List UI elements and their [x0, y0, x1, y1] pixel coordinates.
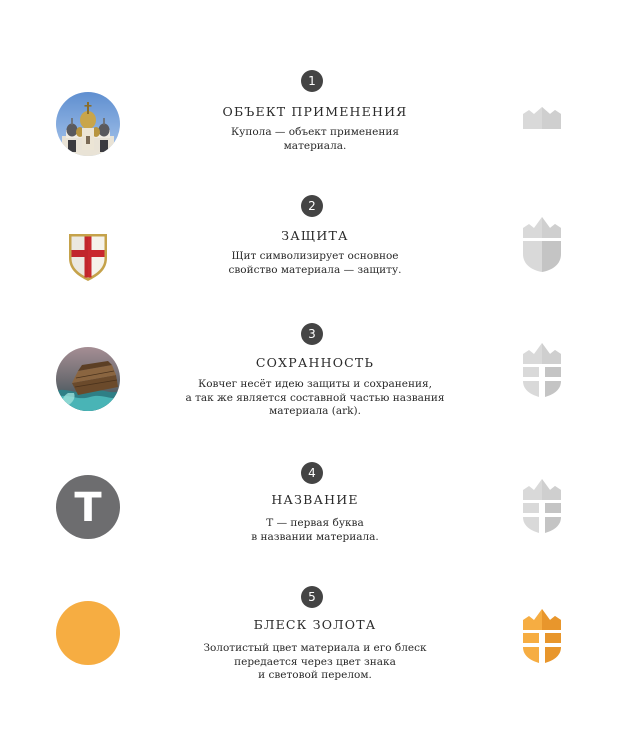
- ark-photo: [56, 347, 120, 411]
- emblem-gold-icon: [521, 606, 563, 666]
- gold-circle-icon: [56, 601, 120, 665]
- step-description: Т — первая буква в названии материала.: [251, 517, 379, 543]
- church-domes-photo: [56, 92, 120, 156]
- step-number-badge: 1: [301, 70, 323, 92]
- step-title: СОХРАННОСТЬ: [255, 355, 375, 370]
- step-number-badge: 3: [301, 323, 323, 345]
- emblem-shield-icon: [521, 214, 563, 274]
- svg-text:T: T: [74, 485, 102, 531]
- step-description: Купола — объект применения материала.: [231, 126, 399, 152]
- step-title: ЗАЩИТА: [281, 228, 349, 243]
- emblem-shield-cross-icon: [521, 476, 563, 536]
- step-number-badge: 2: [301, 195, 323, 217]
- emblem-shield-cross-icon: [521, 340, 563, 400]
- letter-t-circle-icon: [56, 475, 120, 539]
- step-number-badge: 5: [301, 586, 323, 608]
- step-description: Ковчег несёт идею защиты и сохранения, а так же является составной частью названия материала (ark).: [185, 378, 445, 417]
- step-description: Щит символизирует основное свойство материала — защиту.: [228, 250, 402, 276]
- step-description: Золотистый цвет материала и его блеск передается через цвет знака и световой перелом.: [203, 642, 427, 681]
- step-title: НАЗВАНИЕ: [271, 492, 359, 507]
- heraldic-shield-icon: [56, 224, 120, 288]
- emblem-domes-only-icon: [521, 100, 563, 160]
- step-title: ОБЪЕКТ ПРИМЕНЕНИЯ: [222, 104, 408, 119]
- step-number-badge: 4: [301, 462, 323, 484]
- step-title: БЛЕСК ЗОЛОТА: [253, 617, 377, 632]
